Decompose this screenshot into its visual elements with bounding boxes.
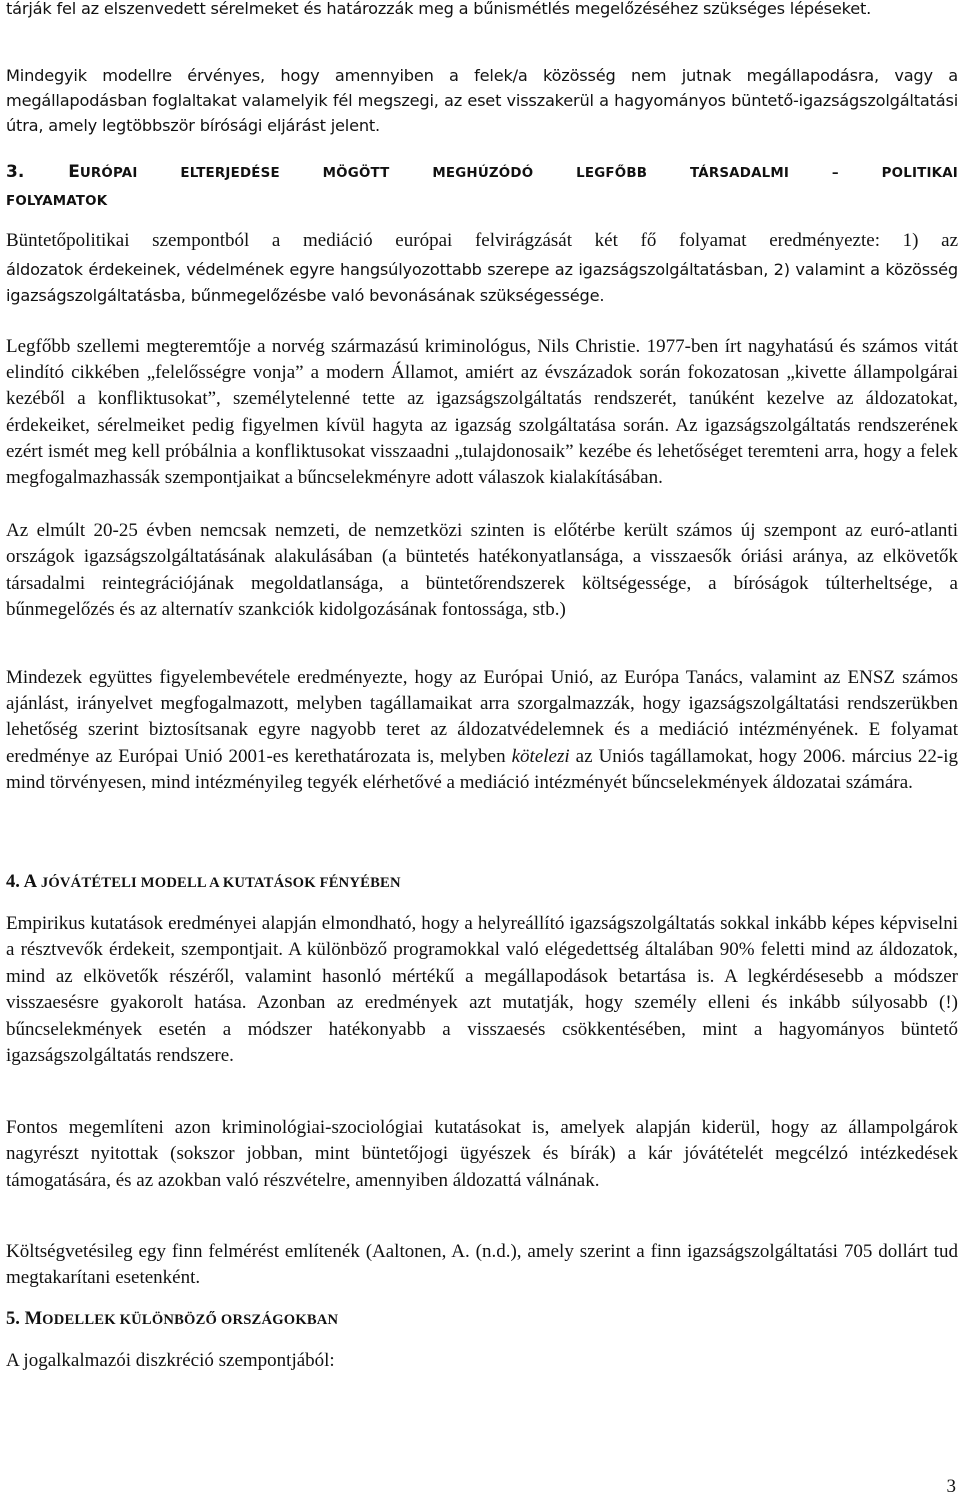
page-number: 3 — [946, 1476, 956, 1497]
paragraph-criminology-research: Fontos megemlíteni azon kriminológiai-szociológiai kutatásokat is, amelyek alapján kiderül, hogy az állampolgárok nagyrészt nyitottak (sokszor jobban, mint büntetőjogi ügyészek és bírák) a kár jóvátételét megcélzó intézkedések támogatására, és az azokban való részvételre, amennyiben áldozattá válnának. — [6, 1117, 958, 1191]
section-number: 5. — [6, 1308, 20, 1329]
section-heading-4 — [6, 871, 401, 893]
section-title-initial: M — [24, 1308, 43, 1329]
paragraph-criminal-policy-rest: Legfőbb szellemi megteremtője a norvég származású kriminológus, Nils Christie. 1977-ben írt nagyhatású és számos vitát elindító cikkében „felelősségre vonja” a modern Államot, amiért az évszázadok során fokozatosan „kivette állampolgárai kezéből a konfliktusokat”, személytelenné tette az igazságszolgáltatás rendszerét, tanúként kezelve az áldozatokat, érdekeiket, sérelmeiket pedig figyelmen kívül hagyta az igazság szolgáltatása során. Az igazságszolgáltatás rendszerének ezért ismét meg kell próbálnia a konfliktusokat visszaadni „tulajdonosaik” kezébe és lehetőséget teremteni arra, hogy a felek megfogalmazhassák szempontjaikat a bűncselekményre adott válaszok kialakításában. — [6, 336, 958, 489]
section-title-rest: ODELLEK KÜLÖNBÖZŐ ORSZÁGOKBAN — [42, 1312, 339, 1328]
paragraph-empirical-research: Empirikus kutatások eredményei alapján elmondható, hogy a helyreállító igazságszolgáltatás sokkal inkább képes képviselni a résztvevők érdekeit, szempontjait. A különböző programokkal való elégedettség általában 90% feletti mind az áldozatok, mind az elkövetők részéről, valamint hasonló mértékű a megállapodások betartása is. A legkérdésesebb a módszer visszaesésre gyakorolt hatása. Azonban az eredmények azt mutatják, hogy személy elleni és inkább súlyosabb (!) bűncselekmények esetén a módszer hatékonyabb a visszaesés csökkentésében, mint a hagyományos büntető igazságszolgáltatás rendszere. — [6, 913, 958, 1067]
eu-text-a: Mindezek együttes figyelembevétele eredményezte, hogy az Európai Unió, az Európa Tanács, valamint az ENSZ számos ajánlást, irányelvet megfogalmazott, melyben tagállamaikat arra szorgalmazzák, hogy igazságszolgáltatási rendszerükben lehetőség szerint biztosítsanak egyre nagyobb teret az áldozatvédelemnek és a mediáció intézményének. E folyamat eredménye az Európai Unió 2001-es kerethatározata is, melyben — [6, 667, 958, 767]
section-number: 4. — [6, 871, 20, 892]
paragraph-discretion: A jogalkalmazói diszkréció szempontjából: — [6, 1350, 335, 1371]
paragraph-criminal-policy-line1: Büntetőpolitikai szempontból a mediáció európai felvirágzását két fő folyamat eredményezte: 1) az — [6, 230, 958, 251]
section-title-rest: URÓPAI ELTERJEDÉSE MÖGÖTT MEGHÚZÓDÓ LEGFŐBB TÁRSADALMI – POLITIKAI — [79, 166, 958, 181]
paragraph-intro-tail: tárják fel az elszenvedett sérelmeket és határozzák meg a bűnismétlés megelőzéséhez szükséges lépéseket. — [6, 0, 872, 18]
section-title-initial: A — [23, 871, 38, 892]
section-heading-5 — [6, 1308, 338, 1330]
paragraph-criminal-policy-sans: áldozatok érdekeinek, védelmének egyre hangsúlyozottabb szerepe az igazságszolgáltatásban, 2) valamint a közösség igazságszolgáltatásba, bűnmegelőzésbe való bevonásának szükségessége. — [6, 260, 958, 305]
section-title-initial: E — [68, 162, 80, 182]
paragraph-last-decades: Az elmúlt 20-25 évben nemcsak nemzeti, de nemzetközi szinten is előtérbe került számos új szempont az euró-atlanti országok igazságszolgáltatásának alakulásában (a büntetés hatékonyatlansága, a visszaesők óriási aránya, az elkövetők társadalmi reintegrációjának megoldatlansága, a büntetőrendszerek költségessége, a bíróságok túlterheltsége, a bűnmegelőzés és az alternatív szankciók kidolgozásának fontossága, stb.) — [6, 520, 958, 621]
emphasis-kotelezi: kötelezi — [511, 745, 570, 767]
eu-text-b: az Uniós tagállamokat, hogy 2006. március 22-ig mind törvényesen, mind intézményileg tegyék elérhetővé a mediáció intézményét bűncselekmények áldozatai számára. — [6, 745, 959, 793]
section-title-rest: JÓVÁTÉTELI MODELL A KUTATÁSOK FÉNYÉBEN — [37, 875, 401, 891]
paragraph-eu-recommendations — [6, 665, 958, 796]
section-heading-3 — [6, 160, 958, 186]
section-title-line2: FOLYAMATOK — [6, 194, 108, 209]
paragraph-model-rule: Mindegyik modellre érvényes, hogy amennyiben a felek/a közösség nem jutnak megállapodásra, vagy a megállapodásban foglaltakat valamelyik fél megszegi, az eset visszakerül a hagyományos büntető-igazságszolgáltatási útra, amely legtöbbször bírósági eljárást jelent. — [6, 66, 958, 135]
section-number: 3. — [6, 162, 25, 182]
section-heading-3-line2 — [6, 188, 107, 214]
paragraph-finnish-survey: Költségvetésileg egy finn felmérést említenék (Aaltonen, A. (n.d.), amely szerint a finn igazságszolgáltatási 705 dollárt tud megtakarítani esetenként. — [6, 1241, 958, 1289]
